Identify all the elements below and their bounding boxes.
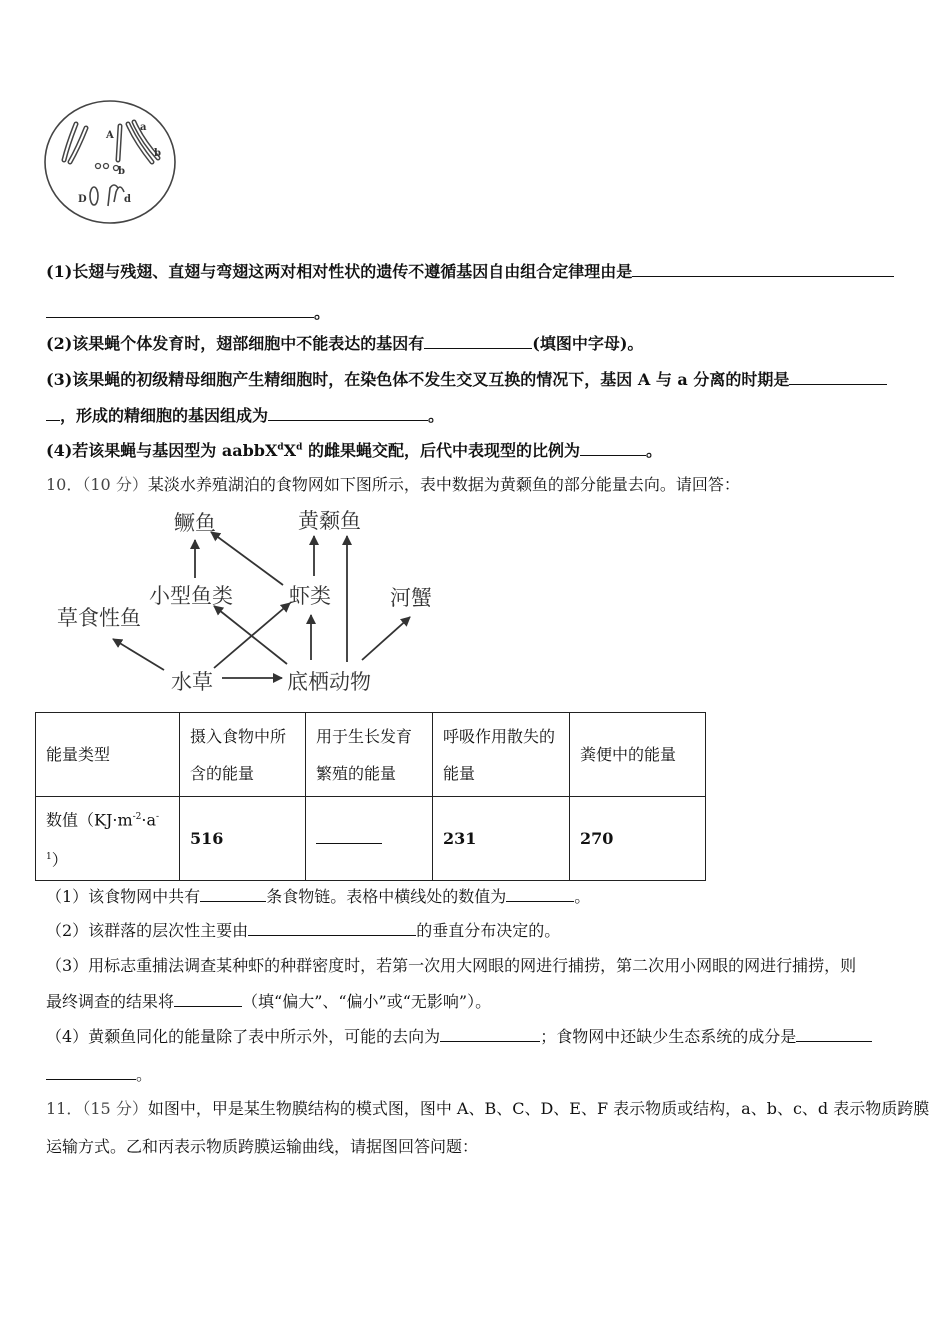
q11-line2-text: 运输方式。乙和丙表示物质跨膜运输曲线，请据图回答问题： [46, 1137, 479, 1156]
q9-part2-end: (填图中字母)。 [532, 334, 644, 353]
q11-number: 11． [46, 1099, 83, 1118]
q10-sub1-blank-a [200, 900, 266, 902]
food-web-node-xialei: 虾类 [289, 584, 331, 608]
q10-number: 10． [46, 475, 83, 494]
q10-stem-text: 某淡水养殖湖泊的食物网如下图所示，表中数据为黄颡鱼的部分能量去向。请回答： [147, 475, 740, 494]
energy-value-growth-blank [316, 842, 382, 844]
q9-part3-cont-text: ，形成的精细胞的基因组成为 [60, 406, 269, 425]
q9-part1-end: 。 [314, 303, 331, 322]
label-A: A [106, 130, 114, 141]
energy-table-header-row [36, 713, 706, 797]
q9-part4-sup1: d [277, 442, 284, 453]
label-D: D [78, 194, 87, 205]
food-web-node-hexie: 河蟹 [390, 586, 432, 610]
q9-part4-sup2: d [296, 442, 303, 453]
q10-sub3: （3）用标志重捕法调查某种虾的种群密度时，若第一次用大网眼的网进行捕捞，第二次用小网眼的网进行捕捞，则 [46, 956, 857, 975]
q10-sub4: （4）黄颡鱼同化的能量除了表中所示外，可能的去向为 ；食物网中还缺少生态系统的成分是 [46, 1024, 872, 1047]
energy-header-feces: 粪便中的能量 [570, 713, 706, 797]
q10-sub3-cont: 最终调查的结果将 （填“偏大”、“偏小”或“无影响”）。 [46, 992, 492, 1011]
energy-header-respiration: 呼吸作用散失的 能量 [433, 713, 570, 797]
energy-value-growth [306, 797, 433, 881]
q10-score: （10 分） [82, 475, 148, 494]
energy-value-respiration: 231 [433, 797, 570, 881]
q10-sub4-blank-a [440, 1040, 540, 1042]
q11-score: （15 分） [82, 1099, 148, 1118]
q10-sub3-blank [174, 1005, 242, 1007]
energy-value-feces: 270 [570, 797, 706, 881]
energy-table [35, 712, 706, 881]
food-web-node-xiaoxingyulei: 小型鱼类 [149, 584, 233, 608]
q10-sub2-blank [248, 934, 416, 936]
food-web-node-caoshixingyu: 草食性鱼 [57, 606, 141, 630]
label-b-right: b [154, 148, 161, 159]
label-d: d [124, 194, 131, 205]
q11-line2 [46, 1134, 478, 1157]
q9-part4-mid: X [283, 441, 297, 460]
q10-sub2: （2）该群落的层次性主要由 的垂直分布决定的。 [46, 921, 561, 940]
energy-row-label: 数值（$KJ\cdot m^{-2}\cdot a^-$ $^1$） [36, 797, 180, 881]
q11-line1 [46, 1096, 929, 1119]
food-web-node-shuicao: 水草 [171, 670, 213, 694]
food-web-node-guiyu: 鳜鱼 [174, 511, 216, 535]
q10-sub4-blank-c [46, 1078, 136, 1080]
q9-part4-tail: 。 [645, 441, 662, 460]
food-web-node-diqidongwu: 底栖动物 [287, 670, 371, 694]
q10-sub4-blank-b [796, 1040, 872, 1042]
arrow-shuicao-to-caoshiyu [113, 639, 164, 670]
arrow-diqi-to-hexie [362, 617, 410, 660]
energy-table-value-row [36, 797, 706, 881]
energy-header-type: 能量类型 [36, 713, 180, 797]
food-web-node-huangsangyu: 黄颡鱼 [298, 509, 361, 533]
label-a: a [140, 122, 147, 133]
q9-part1-text: (1)长翅与残翅、直翅与弯翅这两对相对性状的遗传不遵循基因自由组合定律理由是 [46, 262, 633, 281]
energy-header-growth: 用于生长发育 繁殖的能量 [306, 713, 433, 797]
q10-sub1-blank-b [506, 900, 574, 902]
arrow-xia-to-guiyu [211, 532, 283, 585]
q9-part4-end: 的雌果蝇交配，后代中表现型的比例为 [302, 441, 580, 460]
label-b-center: b [118, 166, 125, 177]
q9-part3-text: (3)该果蝇的初级精母细胞产生精细胞时，在染色体不发生交叉互换的情况下，基因 A 与 a 分离的时期是 [46, 370, 790, 389]
q9-part3-end: 。 [428, 406, 445, 425]
q11-line1-text: 如图中，甲是某生物膜结构的模式图，图中 A、B、C、D、E、F 表示物质或结构，a、b、c、d 表示物质跨膜 [147, 1099, 930, 1118]
energy-header-intake: 摄入食物中所 含的能量 [180, 713, 306, 797]
q10-sub1: （1）该食物网中共有 条食物链。表格中横线处的数值为 。 [46, 887, 591, 906]
q9-part2-text: (2)该果蝇个体发育时，翅部细胞中不能表达的基因有 [46, 334, 425, 353]
q9-part4-text: (4)若该果蝇与基因型为 aabbX [46, 441, 278, 460]
energy-value-intake: 516 [180, 797, 306, 881]
q10-sub4-cont: 。 [46, 1062, 152, 1085]
